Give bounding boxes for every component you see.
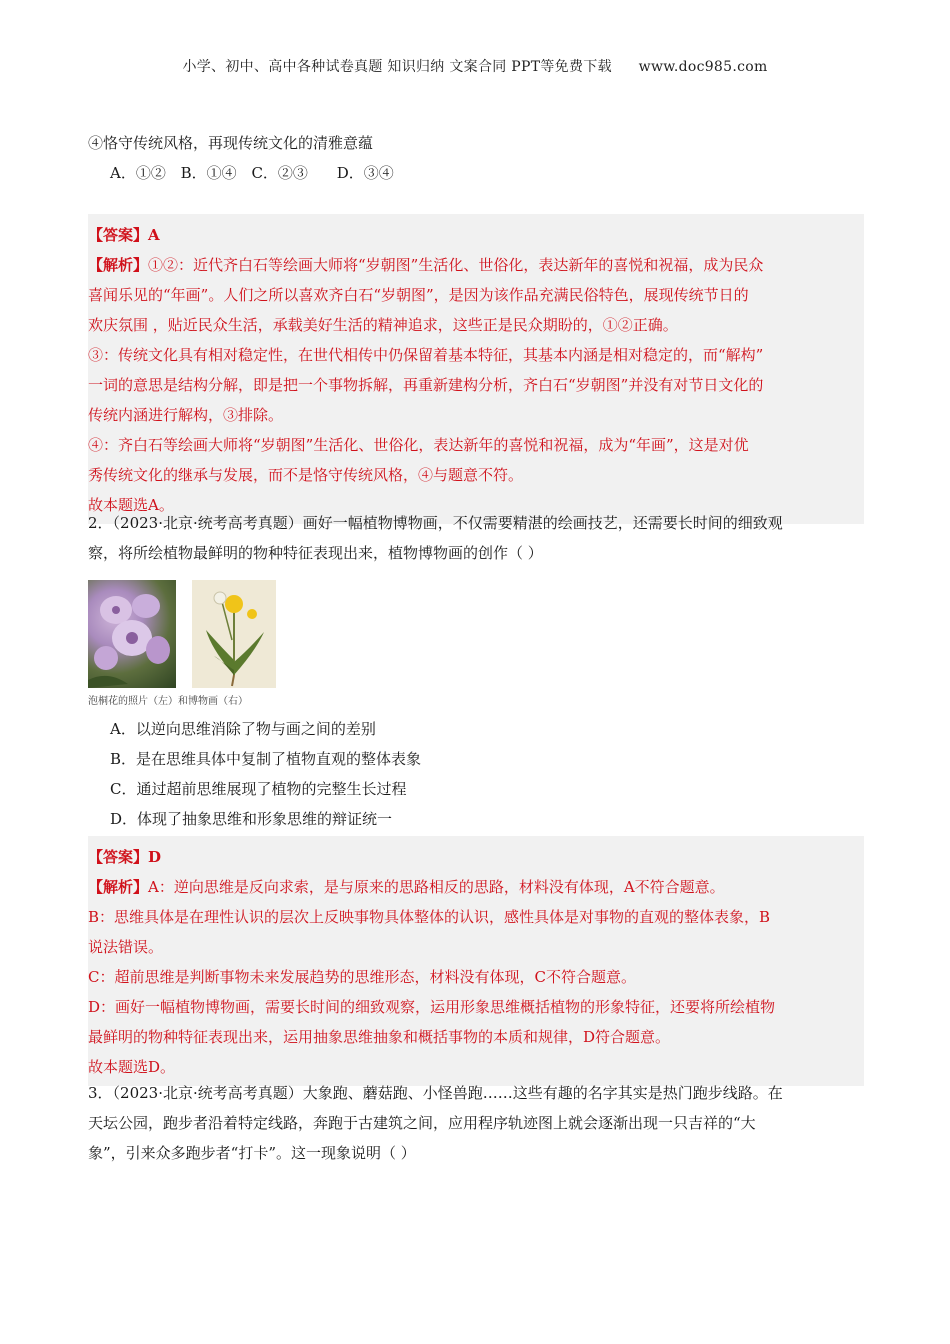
question-3 <box>88 1078 864 1168</box>
a2-line-6: 故本题选D。 <box>88 1058 176 1076</box>
q2-line-1: 察，将所绘植物最鲜明的物种特征表现出来，植物博物画的创作（ ） <box>88 544 543 562</box>
q3-line-1: 天坛公园，跑步者沿着特定线路，奔跑于古建筑之间，应用程序轨迹图上就会逐渐出现一只吉祥的“大 <box>88 1114 756 1132</box>
a2-line-1: B：思维具体是在理性认识的层次上反映事物具体整体的认识，感性具体是对事物的直观的整体表象，B <box>88 908 771 926</box>
a1-line-8: 故本题选A。 <box>88 496 174 514</box>
page-header <box>0 56 950 76</box>
q1-choice-c: C．②③ <box>251 164 308 182</box>
q1-choices <box>88 158 864 188</box>
paulownia-photo <box>88 580 176 688</box>
answer-2-box <box>88 836 864 1086</box>
q2-option-b: B．是在思维具体中复制了植物直观的整体表象 <box>110 750 422 768</box>
botanical-painting <box>192 580 276 688</box>
a1-answer: 【答案】A <box>88 226 160 244</box>
a2-line-2: 说法错误。 <box>88 938 164 956</box>
a1-line-3: ③：传统文化具有相对稳定性，在世代相传中仍保留着基本特征，其基本内涵是相对稳定的，而“解构” <box>88 346 764 364</box>
question-1-tail <box>88 128 864 188</box>
q1-choice-b: B．①④ <box>180 164 237 182</box>
q1-choice-d: D．③④ <box>336 164 394 182</box>
image-caption: 泡桐花的照片（左）和博物画（右） <box>88 696 248 707</box>
a2-line-5: 最鲜明的物种特征表现出来，运用抽象思维抽象和概括事物的本质和规律，D符合题意。 <box>88 1028 671 1046</box>
a2-line-0 <box>88 872 864 902</box>
q2-option-a: A．以逆向思维消除了物与画之间的差别 <box>110 720 376 738</box>
a1-line-6: ④：齐白石等绘画大师将“岁朝图”生活化、世俗化，表达新年的喜悦和祝福，成为“年画”，这是对优 <box>88 436 749 454</box>
answer-1-box <box>88 214 864 524</box>
q1-choice-a: A．①② <box>110 164 166 182</box>
a2-answer: 【答案】D <box>88 848 162 866</box>
a1-text-0: ①②：近代齐白石等绘画大师将“岁朝图”生活化、世俗化，表达新年的喜悦和祝福，成为民众 <box>148 256 764 274</box>
a2-line-4: D：画好一幅植物博物画，需要长时间的细致观察，运用形象思维概括植物的形象特征，还要将所绘植物 <box>88 998 776 1016</box>
dandelion-painting-icon <box>192 580 276 688</box>
a1-line-4: 一词的意思是结构分解，即是把一个事物拆解，再重新建构分析，齐白石“岁朝图”并没有对节日文化的 <box>88 376 764 394</box>
q2-options <box>88 714 864 834</box>
q3-line-0: 3．（2023·北京·统考高考真题）大象跑、蘑菇跑、小怪兽跑……这些有趣的名字其实是热门跑步线路。在 <box>88 1084 783 1102</box>
a2-line-3: C：超前思维是判断事物未来发展趋势的思维形态，材料没有体现，C不符合题意。 <box>88 968 636 986</box>
flower-photo-icon <box>88 580 176 688</box>
q2-line-0: 2．（2023·北京·统考高考真题）画好一幅植物博物画，不仅需要精湛的绘画技艺，还需要长时间的细致观 <box>88 514 783 532</box>
header-text: 小学、初中、高中各种试卷真题 知识归纳 文案合同 PPT等免费下载 <box>182 59 612 75</box>
q3-line-2: 象”，引来众多跑步者“打卡”。这一现象说明（ ） <box>88 1144 416 1162</box>
a1-line-0 <box>88 250 864 280</box>
a1-analysis-label: 【解析】 <box>88 256 149 274</box>
a1-line-1: 喜闻乐见的“年画”。人们之所以喜欢齐白石“岁朝图”，是因为该作品充满民俗特色，展现传统节日的 <box>88 286 749 304</box>
a2-analysis-label: 【解析】 <box>88 878 149 896</box>
q2-option-c: C．通过超前思维展现了植物的完整生长过程 <box>110 780 407 798</box>
q2-option-d: D．体现了抽象思维和形象思维的辩证统一 <box>110 810 393 828</box>
a1-line-5: 传统内涵进行解构，③排除。 <box>88 406 284 424</box>
a1-line-7: 秀传统文化的继承与发展，而不是恪守传统风格，④与题意不符。 <box>88 466 524 484</box>
q1-option-4: ④恪守传统风格，再现传统文化的清雅意蕴 <box>88 134 374 152</box>
question-2 <box>88 508 864 568</box>
a2-text-0: A：逆向思维是反向求索，是与原来的思路相反的思路，材料没有体现，A不符合题意。 <box>148 878 725 896</box>
a1-line-2: 欢庆氛围 ，贴近民众生活，承载美好生活的精神追求，这些正是民众期盼的，①②正确。 <box>88 316 678 334</box>
header-site[interactable]: www.doc985.com <box>638 59 768 75</box>
